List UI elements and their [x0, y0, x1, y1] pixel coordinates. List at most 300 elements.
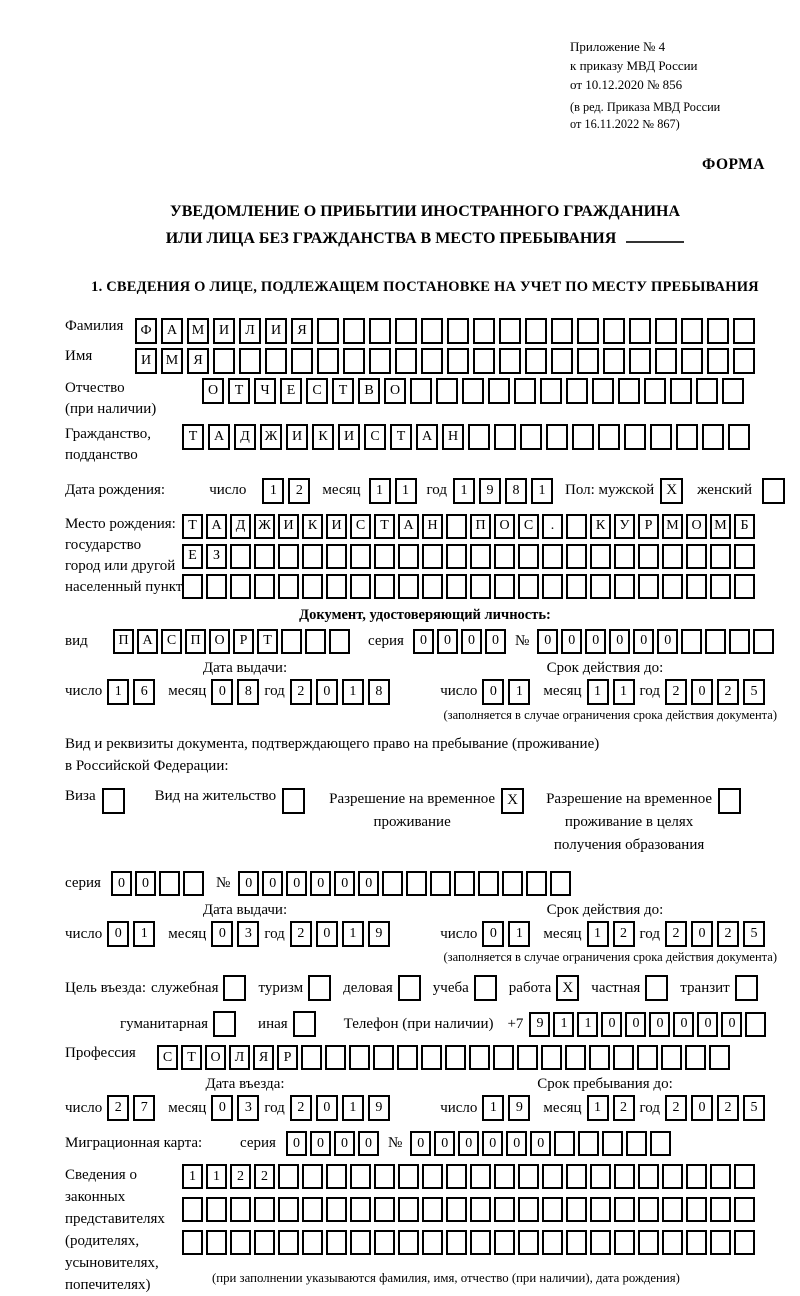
char-box[interactable] [676, 424, 698, 450]
char-box[interactable]: 0 [482, 1131, 503, 1156]
char-box[interactable] [317, 318, 339, 344]
char-box[interactable]: Т [228, 378, 250, 404]
char-box[interactable] [629, 318, 651, 344]
char-box[interactable] [469, 1045, 490, 1070]
char-box[interactable] [494, 1164, 515, 1189]
char-box[interactable] [373, 1045, 394, 1070]
char-box[interactable] [637, 1045, 658, 1070]
char-box[interactable]: М [187, 318, 209, 344]
char-box[interactable]: 1 [342, 679, 364, 705]
char-box[interactable] [662, 574, 683, 599]
char-box[interactable] [518, 1230, 539, 1255]
char-box[interactable]: 2 [290, 679, 312, 705]
char-box[interactable]: 5 [743, 1095, 765, 1121]
char-box[interactable]: Т [182, 514, 203, 539]
char-box[interactable]: 6 [133, 679, 155, 705]
char-box[interactable] [590, 544, 611, 569]
char-box[interactable]: М [662, 514, 683, 539]
char-box[interactable] [493, 1045, 514, 1070]
char-box[interactable] [422, 1164, 443, 1189]
char-box[interactable] [655, 318, 677, 344]
char-box[interactable] [525, 348, 547, 374]
char-box[interactable] [422, 544, 443, 569]
char-box[interactable] [729, 629, 750, 654]
char-box[interactable] [278, 1164, 299, 1189]
char-box[interactable]: 1 [508, 921, 530, 947]
char-box[interactable] [566, 1230, 587, 1255]
char-box[interactable] [590, 1230, 611, 1255]
char-box[interactable]: Л [229, 1045, 250, 1070]
char-box[interactable] [470, 574, 491, 599]
char-box[interactable] [446, 514, 467, 539]
char-box[interactable] [710, 1197, 731, 1222]
char-box[interactable] [254, 574, 275, 599]
char-box[interactable] [618, 378, 640, 404]
char-box[interactable] [421, 318, 443, 344]
char-box[interactable] [753, 629, 774, 654]
char-box[interactable]: 0 [316, 1095, 338, 1121]
char-box[interactable] [644, 378, 666, 404]
char-box[interactable]: 0 [721, 1012, 742, 1037]
char-box[interactable] [230, 544, 251, 569]
char-box[interactable] [650, 1131, 671, 1156]
char-box[interactable]: 0 [334, 871, 355, 896]
char-box[interactable] [278, 574, 299, 599]
char-box[interactable]: 1 [395, 478, 417, 504]
char-box[interactable]: Т [374, 514, 395, 539]
char-box[interactable]: 2 [717, 1095, 739, 1121]
char-box[interactable] [478, 871, 499, 896]
char-box[interactable]: 0 [691, 921, 713, 947]
char-box[interactable] [518, 1164, 539, 1189]
char-box[interactable]: 0 [358, 1131, 379, 1156]
char-box[interactable] [302, 1164, 323, 1189]
char-box[interactable] [734, 1164, 755, 1189]
char-box[interactable]: Ж [260, 424, 282, 450]
char-box[interactable] [670, 378, 692, 404]
char-box[interactable] [395, 348, 417, 374]
char-box[interactable]: К [590, 514, 611, 539]
char-box[interactable] [566, 1197, 587, 1222]
char-box[interactable] [302, 1197, 323, 1222]
char-box[interactable] [702, 424, 724, 450]
char-box[interactable] [518, 1197, 539, 1222]
char-box[interactable]: Я [253, 1045, 274, 1070]
char-box[interactable] [566, 514, 587, 539]
char-box[interactable] [447, 348, 469, 374]
char-box[interactable]: 0 [211, 679, 233, 705]
char-box[interactable] [473, 318, 495, 344]
char-box[interactable]: Т [181, 1045, 202, 1070]
char-box[interactable]: 1 [133, 921, 155, 947]
char-box[interactable] [302, 574, 323, 599]
char-box[interactable] [230, 1197, 251, 1222]
char-box[interactable] [374, 544, 395, 569]
char-box[interactable]: А [206, 514, 227, 539]
char-box[interactable] [590, 1164, 611, 1189]
gender-female-checkbox[interactable] [762, 478, 785, 504]
char-box[interactable] [542, 574, 563, 599]
char-box[interactable]: 0 [657, 629, 678, 654]
char-box[interactable]: 1 [577, 1012, 598, 1037]
char-box[interactable]: Н [422, 514, 443, 539]
char-box[interactable]: О [494, 514, 515, 539]
char-box[interactable] [578, 1131, 599, 1156]
char-box[interactable]: 9 [479, 478, 501, 504]
char-box[interactable]: И [135, 348, 157, 374]
char-box[interactable]: Я [291, 318, 313, 344]
char-box[interactable] [462, 378, 484, 404]
char-box[interactable] [540, 378, 562, 404]
char-box[interactable]: 0 [238, 871, 259, 896]
char-box[interactable] [421, 1045, 442, 1070]
char-box[interactable] [518, 544, 539, 569]
char-box[interactable] [254, 1230, 275, 1255]
char-box[interactable]: 0 [482, 679, 504, 705]
char-box[interactable]: 1 [553, 1012, 574, 1037]
char-box[interactable] [589, 1045, 610, 1070]
char-box[interactable] [614, 544, 635, 569]
char-box[interactable] [551, 318, 573, 344]
char-box[interactable] [436, 378, 458, 404]
char-box[interactable] [446, 1164, 467, 1189]
char-box[interactable] [734, 1230, 755, 1255]
char-box[interactable] [590, 574, 611, 599]
char-box[interactable] [470, 1164, 491, 1189]
char-box[interactable] [566, 378, 588, 404]
char-box[interactable]: 1 [107, 679, 129, 705]
char-box[interactable]: А [398, 514, 419, 539]
char-box[interactable]: И [326, 514, 347, 539]
char-box[interactable] [572, 424, 594, 450]
char-box[interactable] [733, 318, 755, 344]
char-box[interactable]: 2 [665, 921, 687, 947]
char-box[interactable] [626, 1131, 647, 1156]
char-box[interactable] [422, 1197, 443, 1222]
char-box[interactable]: И [213, 318, 235, 344]
char-box[interactable] [494, 424, 516, 450]
char-box[interactable] [343, 318, 365, 344]
char-box[interactable]: О [205, 1045, 226, 1070]
char-box[interactable]: А [208, 424, 230, 450]
char-box[interactable] [686, 544, 707, 569]
char-box[interactable] [710, 574, 731, 599]
char-box[interactable] [454, 871, 475, 896]
char-box[interactable]: А [416, 424, 438, 450]
char-box[interactable] [705, 629, 726, 654]
char-box[interactable] [317, 348, 339, 374]
char-box[interactable] [638, 544, 659, 569]
char-box[interactable]: Т [257, 629, 278, 654]
char-box[interactable] [520, 424, 542, 450]
char-box[interactable]: М [161, 348, 183, 374]
char-box[interactable] [398, 574, 419, 599]
char-box[interactable] [734, 574, 755, 599]
char-box[interactable] [590, 1197, 611, 1222]
char-box[interactable] [305, 629, 326, 654]
char-box[interactable] [624, 424, 646, 450]
char-box[interactable]: Т [182, 424, 204, 450]
char-box[interactable] [206, 574, 227, 599]
char-box[interactable] [473, 348, 495, 374]
char-box[interactable]: О [384, 378, 406, 404]
char-box[interactable] [638, 574, 659, 599]
char-box[interactable]: 2 [290, 1095, 312, 1121]
char-box[interactable] [614, 1164, 635, 1189]
char-box[interactable]: 0 [286, 1131, 307, 1156]
char-box[interactable]: 8 [368, 679, 390, 705]
char-box[interactable] [206, 1197, 227, 1222]
char-box[interactable] [421, 348, 443, 374]
char-box[interactable] [374, 1197, 395, 1222]
char-box[interactable] [566, 1164, 587, 1189]
char-box[interactable]: 0 [649, 1012, 670, 1037]
char-box[interactable] [685, 1045, 706, 1070]
char-box[interactable] [278, 544, 299, 569]
char-box[interactable]: 2 [613, 921, 635, 947]
char-box[interactable] [681, 629, 702, 654]
char-box[interactable]: Д [234, 424, 256, 450]
char-box[interactable]: 0 [697, 1012, 718, 1037]
char-box[interactable] [326, 544, 347, 569]
char-box[interactable]: 0 [601, 1012, 622, 1037]
char-box[interactable]: 1 [206, 1164, 227, 1189]
char-box[interactable] [446, 574, 467, 599]
char-box[interactable] [398, 1197, 419, 1222]
char-box[interactable] [281, 629, 302, 654]
char-box[interactable]: 0 [458, 1131, 479, 1156]
char-box[interactable]: 2 [717, 921, 739, 947]
char-box[interactable] [494, 574, 515, 599]
char-box[interactable]: 1 [453, 478, 475, 504]
char-box[interactable]: К [302, 514, 323, 539]
char-box[interactable]: 0 [310, 871, 331, 896]
char-box[interactable]: 9 [508, 1095, 530, 1121]
purpose-transit-checkbox[interactable] [735, 975, 758, 1001]
char-box[interactable]: В [358, 378, 380, 404]
char-box[interactable] [662, 544, 683, 569]
char-box[interactable]: Е [280, 378, 302, 404]
char-box[interactable]: С [161, 629, 182, 654]
char-box[interactable] [397, 1045, 418, 1070]
char-box[interactable] [430, 871, 451, 896]
char-box[interactable] [382, 871, 403, 896]
purpose-official-checkbox[interactable] [223, 975, 246, 1001]
char-box[interactable]: 1 [508, 679, 530, 705]
char-box[interactable] [638, 1164, 659, 1189]
temp-residence-education-checkbox[interactable] [718, 788, 741, 814]
char-box[interactable]: 0 [334, 1131, 355, 1156]
char-box[interactable]: 8 [237, 679, 259, 705]
char-box[interactable] [159, 871, 180, 896]
char-box[interactable]: 5 [743, 679, 765, 705]
char-box[interactable]: Ж [254, 514, 275, 539]
char-box[interactable] [709, 1045, 730, 1070]
char-box[interactable]: 1 [262, 478, 284, 504]
char-box[interactable]: К [312, 424, 334, 450]
char-box[interactable]: 1 [613, 679, 635, 705]
char-box[interactable] [745, 1012, 766, 1037]
char-box[interactable] [577, 318, 599, 344]
char-box[interactable] [446, 1230, 467, 1255]
char-box[interactable] [350, 1230, 371, 1255]
gender-male-checkbox[interactable]: X [660, 478, 683, 504]
char-box[interactable]: 0 [437, 629, 458, 654]
char-box[interactable] [374, 1164, 395, 1189]
char-box[interactable]: 7 [133, 1095, 155, 1121]
char-box[interactable] [650, 424, 672, 450]
char-box[interactable] [446, 544, 467, 569]
visa-checkbox[interactable] [102, 788, 125, 814]
char-box[interactable]: 0 [485, 629, 506, 654]
char-box[interactable]: 2 [107, 1095, 129, 1121]
char-box[interactable] [410, 378, 432, 404]
char-box[interactable] [329, 629, 350, 654]
char-box[interactable] [734, 544, 755, 569]
char-box[interactable] [686, 574, 707, 599]
char-box[interactable] [710, 1230, 731, 1255]
char-box[interactable] [662, 1164, 683, 1189]
char-box[interactable] [398, 1230, 419, 1255]
char-box[interactable]: С [350, 514, 371, 539]
char-box[interactable]: З [206, 544, 227, 569]
char-box[interactable] [499, 348, 521, 374]
char-box[interactable]: П [113, 629, 134, 654]
char-box[interactable] [254, 544, 275, 569]
char-box[interactable] [343, 348, 365, 374]
char-box[interactable] [183, 871, 204, 896]
char-box[interactable]: 2 [613, 1095, 635, 1121]
char-box[interactable] [542, 1197, 563, 1222]
residence-permit-checkbox[interactable] [282, 788, 305, 814]
char-box[interactable]: 0 [107, 921, 129, 947]
char-box[interactable] [447, 318, 469, 344]
char-box[interactable] [406, 871, 427, 896]
char-box[interactable] [470, 544, 491, 569]
char-box[interactable] [655, 348, 677, 374]
char-box[interactable] [374, 574, 395, 599]
char-box[interactable] [301, 1045, 322, 1070]
char-box[interactable] [551, 348, 573, 374]
char-box[interactable] [206, 1230, 227, 1255]
char-box[interactable] [614, 574, 635, 599]
char-box[interactable]: Т [332, 378, 354, 404]
char-box[interactable] [542, 1230, 563, 1255]
char-box[interactable] [369, 348, 391, 374]
char-box[interactable]: 0 [358, 871, 379, 896]
char-box[interactable]: 0 [316, 921, 338, 947]
char-box[interactable] [728, 424, 750, 450]
char-box[interactable]: П [185, 629, 206, 654]
char-box[interactable] [681, 318, 703, 344]
char-box[interactable] [350, 574, 371, 599]
char-box[interactable]: Т [390, 424, 412, 450]
char-box[interactable] [239, 348, 261, 374]
char-box[interactable] [422, 574, 443, 599]
char-box[interactable] [722, 378, 744, 404]
char-box[interactable]: Д [230, 514, 251, 539]
purpose-other-checkbox[interactable] [293, 1011, 316, 1037]
char-box[interactable] [326, 1164, 347, 1189]
char-box[interactable] [686, 1230, 707, 1255]
char-box[interactable] [710, 544, 731, 569]
char-box[interactable]: И [338, 424, 360, 450]
char-box[interactable] [422, 1230, 443, 1255]
char-box[interactable] [302, 544, 323, 569]
char-box[interactable] [291, 348, 313, 374]
char-box[interactable] [350, 1197, 371, 1222]
char-box[interactable]: 1 [587, 1095, 609, 1121]
char-box[interactable]: 2 [230, 1164, 251, 1189]
char-box[interactable]: 1 [531, 478, 553, 504]
char-box[interactable]: 9 [368, 921, 390, 947]
char-box[interactable]: 8 [505, 478, 527, 504]
char-box[interactable]: И [278, 514, 299, 539]
char-box[interactable]: 0 [461, 629, 482, 654]
char-box[interactable]: 1 [587, 679, 609, 705]
char-box[interactable] [494, 1197, 515, 1222]
char-box[interactable] [446, 1197, 467, 1222]
char-box[interactable] [398, 544, 419, 569]
char-box[interactable] [592, 378, 614, 404]
char-box[interactable]: 0 [211, 921, 233, 947]
char-box[interactable] [707, 348, 729, 374]
char-box[interactable]: О [202, 378, 224, 404]
char-box[interactable]: 0 [633, 629, 654, 654]
char-box[interactable]: А [137, 629, 158, 654]
char-box[interactable]: 0 [561, 629, 582, 654]
char-box[interactable] [213, 348, 235, 374]
char-box[interactable] [265, 348, 287, 374]
char-box[interactable]: 9 [529, 1012, 550, 1037]
char-box[interactable] [662, 1197, 683, 1222]
char-box[interactable] [577, 348, 599, 374]
purpose-study-checkbox[interactable] [474, 975, 497, 1001]
char-box[interactable] [278, 1197, 299, 1222]
char-box[interactable]: 0 [211, 1095, 233, 1121]
char-box[interactable] [707, 318, 729, 344]
char-box[interactable] [326, 574, 347, 599]
char-box[interactable] [514, 378, 536, 404]
char-box[interactable]: 0 [310, 1131, 331, 1156]
char-box[interactable]: С [306, 378, 328, 404]
char-box[interactable]: 3 [237, 1095, 259, 1121]
char-box[interactable] [325, 1045, 346, 1070]
char-box[interactable]: Р [638, 514, 659, 539]
char-box[interactable] [686, 1197, 707, 1222]
char-box[interactable] [517, 1045, 538, 1070]
char-box[interactable]: 2 [254, 1164, 275, 1189]
temp-residence-checkbox[interactable]: X [501, 788, 524, 814]
char-box[interactable]: О [686, 514, 707, 539]
char-box[interactable] [565, 1045, 586, 1070]
char-box[interactable]: Я [187, 348, 209, 374]
char-box[interactable]: 0 [625, 1012, 646, 1037]
char-box[interactable] [681, 348, 703, 374]
char-box[interactable] [686, 1164, 707, 1189]
char-box[interactable]: 0 [262, 871, 283, 896]
char-box[interactable] [374, 1230, 395, 1255]
char-box[interactable]: С [157, 1045, 178, 1070]
char-box[interactable] [182, 1230, 203, 1255]
char-box[interactable]: 0 [135, 871, 156, 896]
char-box[interactable] [350, 544, 371, 569]
char-box[interactable]: Ч [254, 378, 276, 404]
purpose-business-checkbox[interactable] [398, 975, 421, 1001]
char-box[interactable]: 1 [342, 921, 364, 947]
purpose-humanitarian-checkbox[interactable] [213, 1011, 236, 1037]
char-box[interactable] [696, 378, 718, 404]
